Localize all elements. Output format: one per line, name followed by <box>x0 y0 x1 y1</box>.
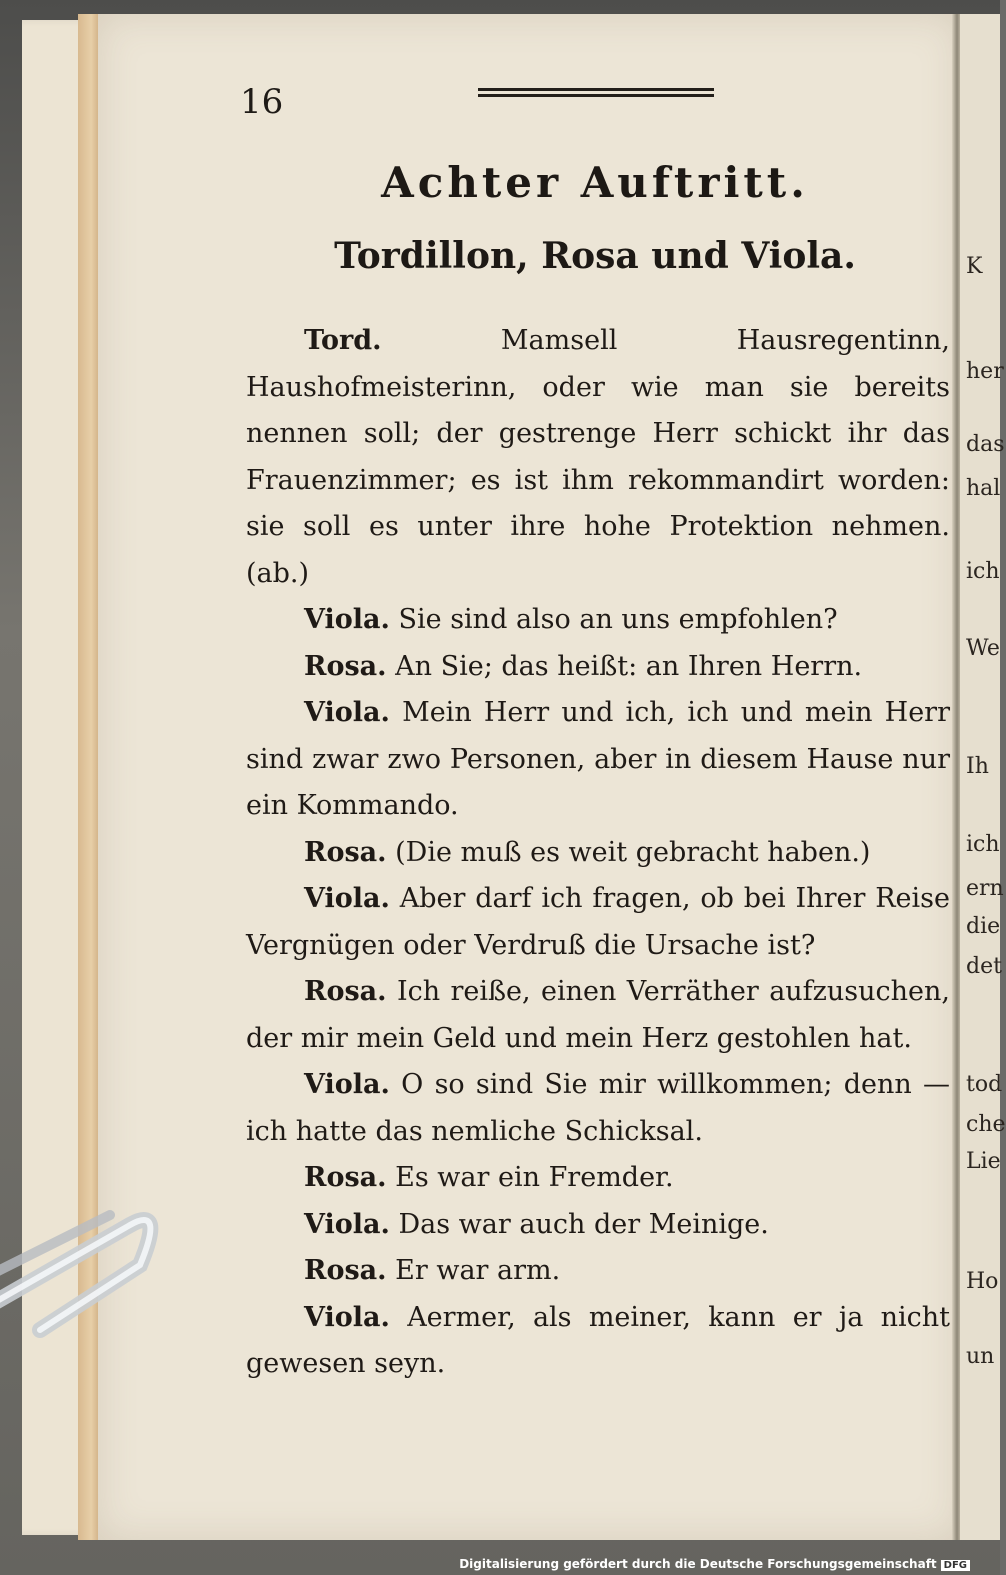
next-page-fragment: ich <box>966 832 1000 857</box>
speaker-name: Viola. <box>304 883 390 914</box>
dialogue-text: Er war arm. <box>395 1255 561 1286</box>
dialogue-line <box>246 1295 950 1388</box>
next-page-fragment: un <box>966 1344 995 1369</box>
next-page-fragment: det <box>966 954 1002 979</box>
speaker-name: Rosa. <box>304 976 387 1007</box>
dialogue-text: Mamsell Hausregentinn, Haushofmeisterinn, oder wie man sie bereits nennen soll; der gestrenge Herr schickt ihr das Frauenzimmer; es ist ihm rekommandirt worden: sie soll es unter ihre hohe Protektion nehmen. (ab.) <box>246 325 950 589</box>
footer-credit: Digitalisierung gefördert durch die Deutsche Forschungsgemeinschaft <box>459 1557 937 1571</box>
dialogue-line <box>246 597 950 644</box>
next-page-fragment: her <box>966 359 1004 384</box>
dialogue-line <box>246 830 950 877</box>
next-page-fragment: K <box>966 254 983 279</box>
speaker-name: Viola. <box>304 697 390 728</box>
dialogue-text: Es war ein Fremder. <box>395 1162 674 1193</box>
header-rule <box>478 88 714 104</box>
dialogue-text: (Die muß es weit gebracht haben.) <box>395 836 871 868</box>
speaker-name: Rosa. <box>304 650 387 682</box>
dialogue-text: Aermer, als meiner, kann er ja nicht gewesen seyn. <box>246 1301 950 1379</box>
dialogue-text: An Sie; das heißt: an Ihren Herrn. <box>395 650 863 682</box>
speaker-name: Rosa. <box>304 1255 387 1286</box>
next-page-fragment: che <box>966 1112 1006 1137</box>
next-page-fragment: das <box>966 432 1005 457</box>
dialogue-text: Ich reiße, einen Verräther aufzusuchen, der mir mein Geld und mein Herz gestohlen hat. <box>246 976 950 1054</box>
dialogue-text: Aber darf ich fragen, ob bei Ihrer Reise Vergnügen oder Verdruß die Ursache ist? <box>246 883 950 961</box>
dialogue-line <box>246 644 950 691</box>
dialogue-text: Mein Herr und ich, ich und mein Herr sind zwar zwo Personen, aber in diesem Hause nur ein Kommando. <box>246 697 950 821</box>
dialogue-line <box>246 876 950 969</box>
next-page-fragment: tod <box>966 1072 1003 1097</box>
paper-clip-icon <box>0 1105 190 1355</box>
cast-line: Tordillon, Rosa und Viola. <box>334 235 856 277</box>
dialogue-line <box>246 318 950 597</box>
speaker-name: Viola. <box>304 1208 390 1240</box>
dialogue-body <box>246 318 950 1388</box>
next-page-fragment: hal <box>966 476 1001 501</box>
next-page-fragment: Lie <box>966 1149 1001 1174</box>
speaker-name: Viola. <box>304 1069 390 1100</box>
next-page-fragment: Ih <box>966 754 989 779</box>
digitization-footer <box>459 1557 970 1571</box>
dialogue-text: Sie sind also an uns empfohlen? <box>398 604 838 635</box>
dialogue-line <box>246 1202 950 1249</box>
dialogue-line <box>246 690 950 830</box>
dialogue-line <box>246 1062 950 1155</box>
dialogue-line <box>246 1248 950 1295</box>
next-page-fragment: die <box>966 914 1001 939</box>
scene-title: Achter Auftritt. <box>381 158 809 207</box>
speaker-name: Viola. <box>304 1301 390 1333</box>
dfg-logo: DFG <box>941 1560 970 1571</box>
speaker-name: Rosa. <box>304 1162 387 1193</box>
dialogue-line <box>246 969 950 1062</box>
next-page-fragment: Ho <box>966 1269 999 1294</box>
dialogue-line <box>246 1155 950 1202</box>
speaker-name: Viola. <box>304 604 390 635</box>
next-page-edge <box>960 14 1006 1540</box>
speaker-name: Rosa. <box>304 836 387 868</box>
next-page-fragment: We <box>966 636 1000 661</box>
dialogue-text: O so sind Sie mir willkommen; denn — ich hatte das nemliche Schicksal. <box>246 1069 950 1147</box>
dialogue-text: Das war auch der Meinige. <box>398 1208 769 1240</box>
next-page-fragment: ern <box>966 876 1004 901</box>
next-page-fragment: ich <box>966 559 1000 584</box>
page-number: 16 <box>240 82 284 122</box>
speaker-name: Tord. <box>304 325 382 356</box>
